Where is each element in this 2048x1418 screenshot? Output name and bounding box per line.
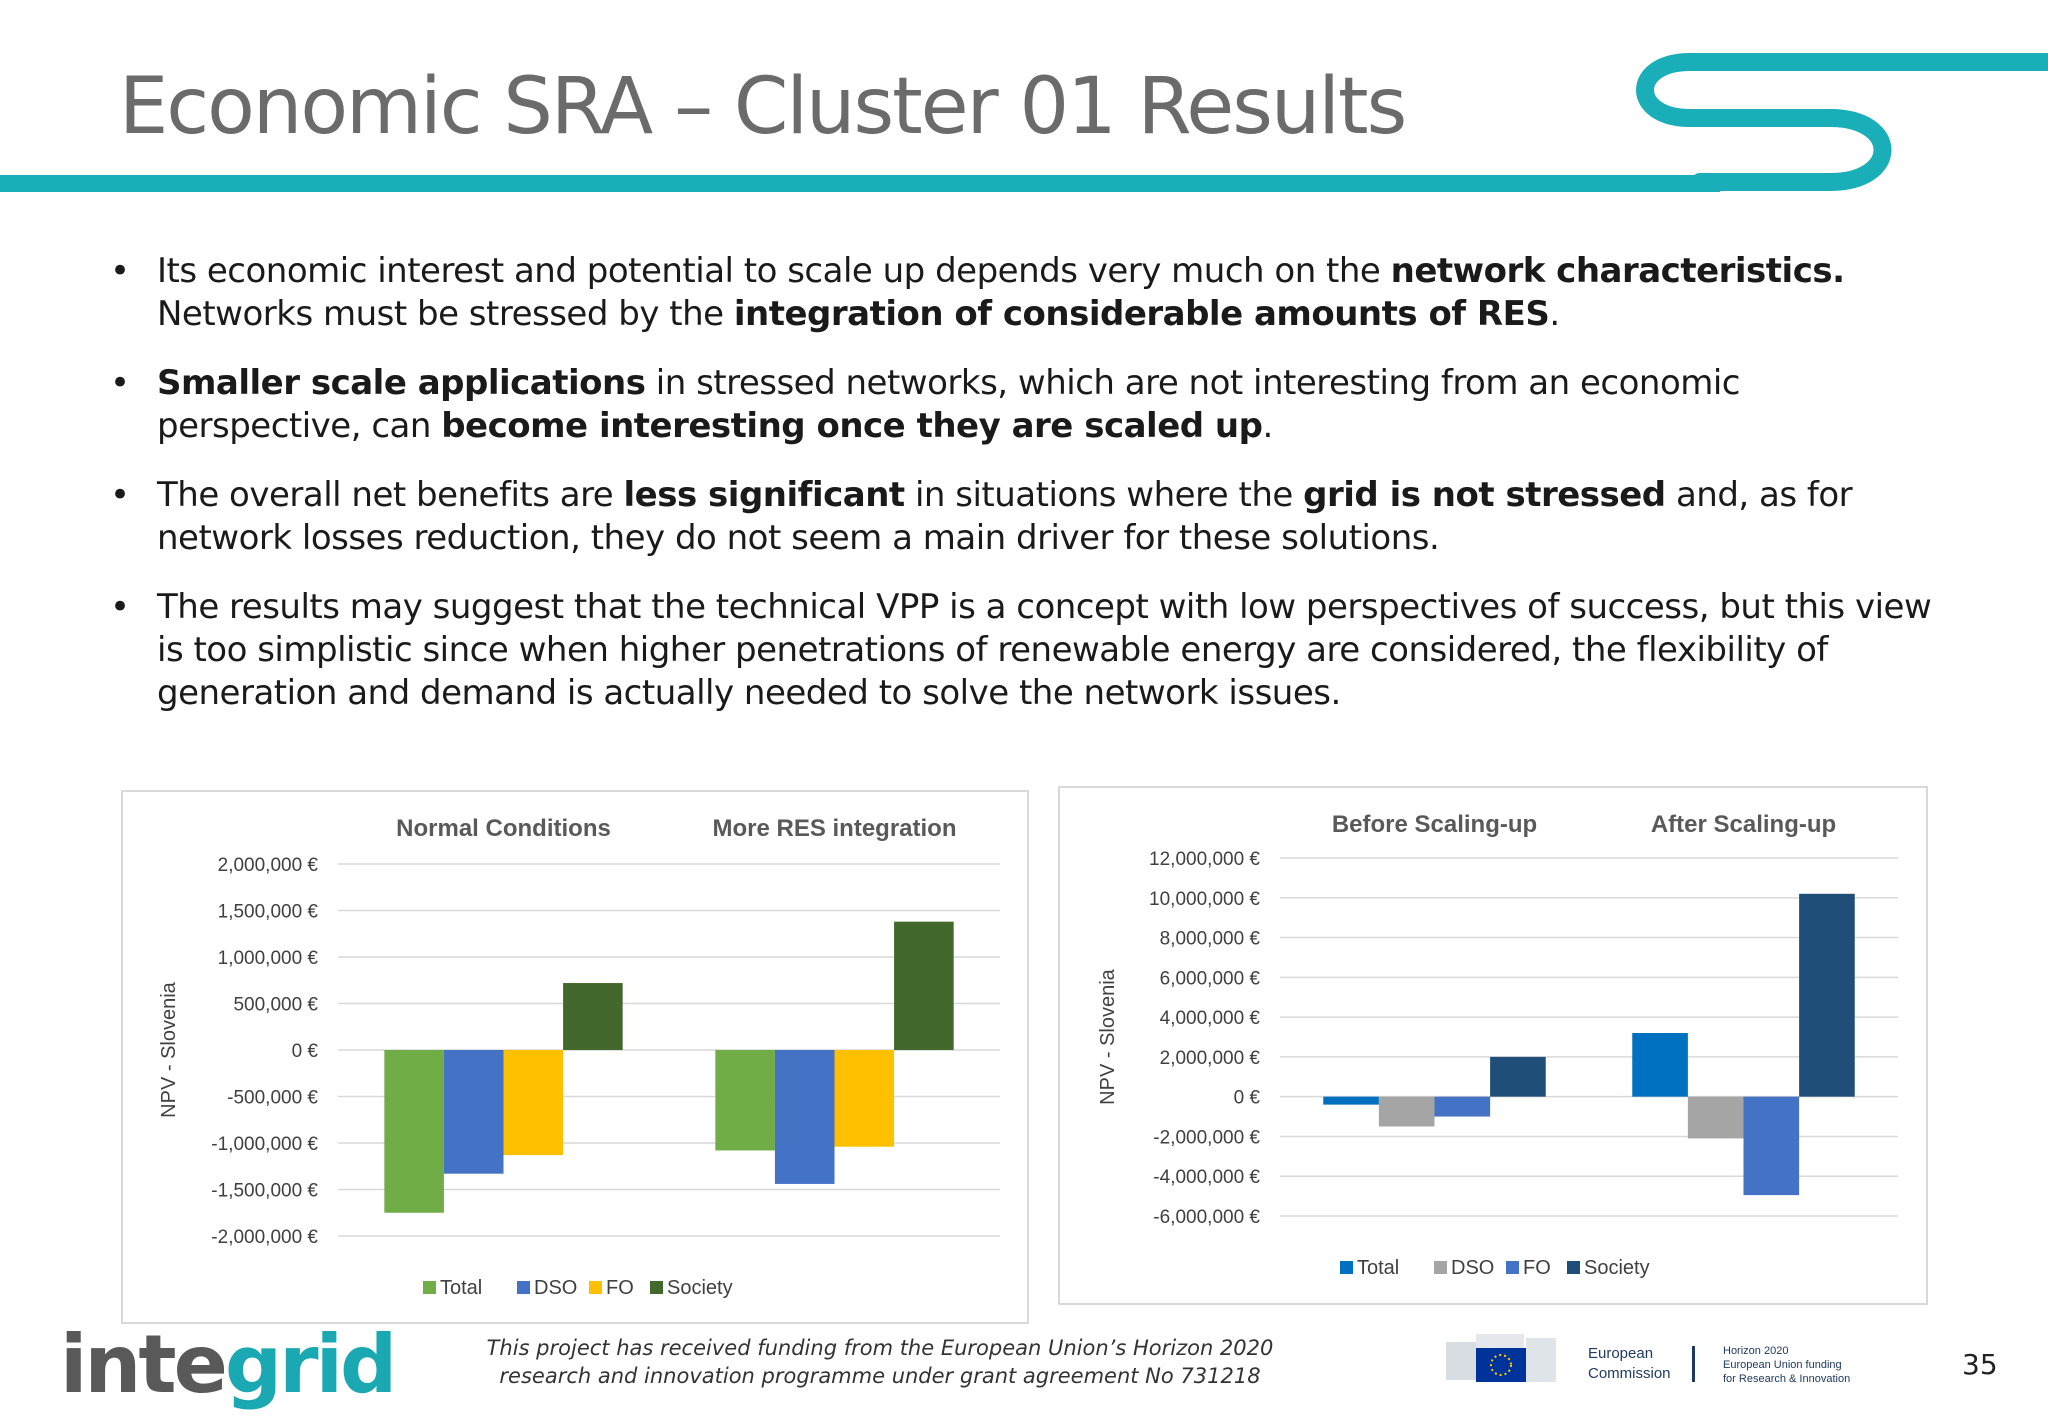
- bar-fo: [835, 1050, 895, 1147]
- bar-society: [894, 922, 954, 1050]
- funding-line-1: This project has received funding from the European Union’s Horizon 2020: [486, 1336, 1274, 1360]
- bullet-emphasis: become interesting once they are scaled up: [441, 406, 1263, 446]
- bar-fo: [504, 1050, 564, 1155]
- european-commission-logo: [1446, 1330, 1876, 1390]
- bar-total: [715, 1050, 775, 1150]
- y-axis-label: NPV - Slovenia: [1097, 969, 1119, 1105]
- bar-society: [563, 983, 623, 1050]
- bar-total: [1323, 1097, 1379, 1105]
- eu-flag-icon: [1476, 1348, 1526, 1382]
- ec-line-1: European: [1588, 1345, 1654, 1362]
- page-number: 35: [1962, 1348, 1998, 1381]
- category-label: Normal Conditions: [396, 815, 611, 842]
- y-tick-label: -4,000,000 €: [1153, 1167, 1260, 1189]
- ec-line-2: Commission: [1588, 1365, 1671, 1382]
- bar-dso: [775, 1050, 835, 1184]
- bullet-text: The overall net benefits are: [157, 475, 624, 515]
- legend-label: Total: [440, 1277, 483, 1299]
- bar-fo: [1435, 1097, 1491, 1117]
- bar-society: [1490, 1057, 1546, 1097]
- integrid-logo: integrid: [60, 1318, 395, 1411]
- chart-scaling: [1060, 788, 1926, 1303]
- legend-label: DSO: [1451, 1257, 1495, 1279]
- bullet-emphasis: Smaller scale applications: [157, 363, 646, 403]
- bullet-item: [100, 474, 1950, 560]
- bullet-emphasis: less significant: [623, 475, 905, 515]
- chart-1-frame: [121, 790, 1029, 1324]
- y-tick-label: 4,000,000 €: [1159, 1008, 1260, 1030]
- legend-label: Society: [667, 1277, 733, 1299]
- funding-notice: [480, 1334, 1280, 1390]
- h2020-line-2: European Union funding: [1723, 1359, 1842, 1371]
- y-tick-label: 8,000,000 €: [1159, 928, 1260, 950]
- bullet-emphasis: integration of considerable amounts of RES: [733, 294, 1550, 334]
- legend-label: DSO: [534, 1277, 578, 1299]
- bullet-text: Networks must be stressed by the: [157, 294, 734, 334]
- legend-swatch: [589, 1281, 602, 1294]
- legend-swatch: [1340, 1261, 1353, 1274]
- legend-swatch: [1567, 1261, 1580, 1274]
- page-title: Economic SRA – Cluster 01 Results: [119, 62, 1406, 152]
- bullet-text: in situations where the: [904, 475, 1304, 515]
- y-tick-label: 6,000,000 €: [1159, 968, 1260, 990]
- bar-total: [1632, 1033, 1688, 1097]
- y-tick-label: 0 €: [291, 1041, 318, 1062]
- bar-total: [384, 1050, 444, 1213]
- bar-dso: [1379, 1097, 1435, 1127]
- bar-fo: [1744, 1097, 1800, 1195]
- category-label: After Scaling-up: [1650, 811, 1837, 838]
- y-tick-label: 2,000,000 €: [217, 855, 318, 876]
- bullet-emphasis: network characteristics.: [1390, 251, 1845, 291]
- legend-swatch: [650, 1281, 663, 1294]
- category-label: More RES integration: [712, 815, 957, 842]
- y-axis-label: NPV - Slovenia: [158, 982, 180, 1118]
- legend-label: Total: [1357, 1257, 1400, 1279]
- y-tick-label: 1,500,000 €: [217, 901, 318, 923]
- legend-swatch: [1506, 1261, 1519, 1274]
- bullet-item: [100, 250, 1950, 336]
- h2020-line-3: for Research & Innovation: [1723, 1373, 1851, 1385]
- chart-normal-vs-res: [123, 792, 1027, 1322]
- bullet-text: .: [1262, 406, 1273, 446]
- legend-label: Society: [1584, 1257, 1650, 1279]
- bullet-text: The results may suggest that the technical VPP is a concept with low perspectives of success, but this view is too simplistic since when higher penetrations of renewable energy are considered, the flexibility of generation and demand is actually needed to solve the network issues.: [157, 587, 1932, 713]
- category-label: Before Scaling-up: [1331, 811, 1538, 838]
- y-tick-label: 500,000 €: [233, 994, 318, 1016]
- y-tick-label: -500,000 €: [227, 1087, 318, 1109]
- bullet-text: Its economic interest and potential to scale up depends very much on the: [157, 251, 1391, 291]
- funding-line-2: research and innovation programme under grant agreement No 731218: [499, 1364, 1261, 1388]
- bullet-item: [100, 586, 1950, 715]
- legend-swatch: [517, 1281, 530, 1294]
- y-tick-label: -2,000,000 €: [1153, 1127, 1260, 1149]
- y-tick-label: -1,500,000 €: [211, 1180, 318, 1202]
- brand-swoosh-icon: [1645, 62, 2048, 182]
- legend-label: FO: [606, 1277, 634, 1299]
- legend-swatch: [1434, 1261, 1447, 1274]
- bar-society: [1799, 894, 1855, 1097]
- bar-dso: [444, 1050, 504, 1174]
- legend-swatch: [423, 1281, 436, 1294]
- bar-dso: [1688, 1097, 1744, 1139]
- y-tick-label: -6,000,000 €: [1153, 1207, 1260, 1228]
- chart-2-frame: [1058, 786, 1928, 1305]
- y-tick-label: 10,000,000 €: [1149, 888, 1260, 910]
- y-tick-label: 1,000,000 €: [217, 948, 318, 969]
- y-tick-label: 0 €: [1233, 1087, 1260, 1109]
- bullet-text: in stressed networks, which are not interesting from an economic perspective, can: [157, 363, 1740, 446]
- bullet-text: .: [1549, 294, 1560, 334]
- legend-label: FO: [1523, 1257, 1551, 1279]
- h2020-line-1: Horizon 2020: [1723, 1345, 1789, 1357]
- bullet-text: and, as for network losses reduction, they do not seem a main driver for these solutions.: [157, 475, 1853, 558]
- y-tick-label: -1,000,000 €: [211, 1134, 318, 1155]
- y-tick-label: 2,000,000 €: [1159, 1047, 1260, 1069]
- y-tick-label: 12,000,000 €: [1149, 849, 1260, 870]
- bullet-list: [100, 250, 1950, 741]
- y-tick-label: -2,000,000 €: [211, 1227, 318, 1248]
- bullet-item: [100, 362, 1950, 448]
- bullet-emphasis: grid is not stressed: [1303, 475, 1666, 515]
- header-stripe: [0, 175, 1720, 192]
